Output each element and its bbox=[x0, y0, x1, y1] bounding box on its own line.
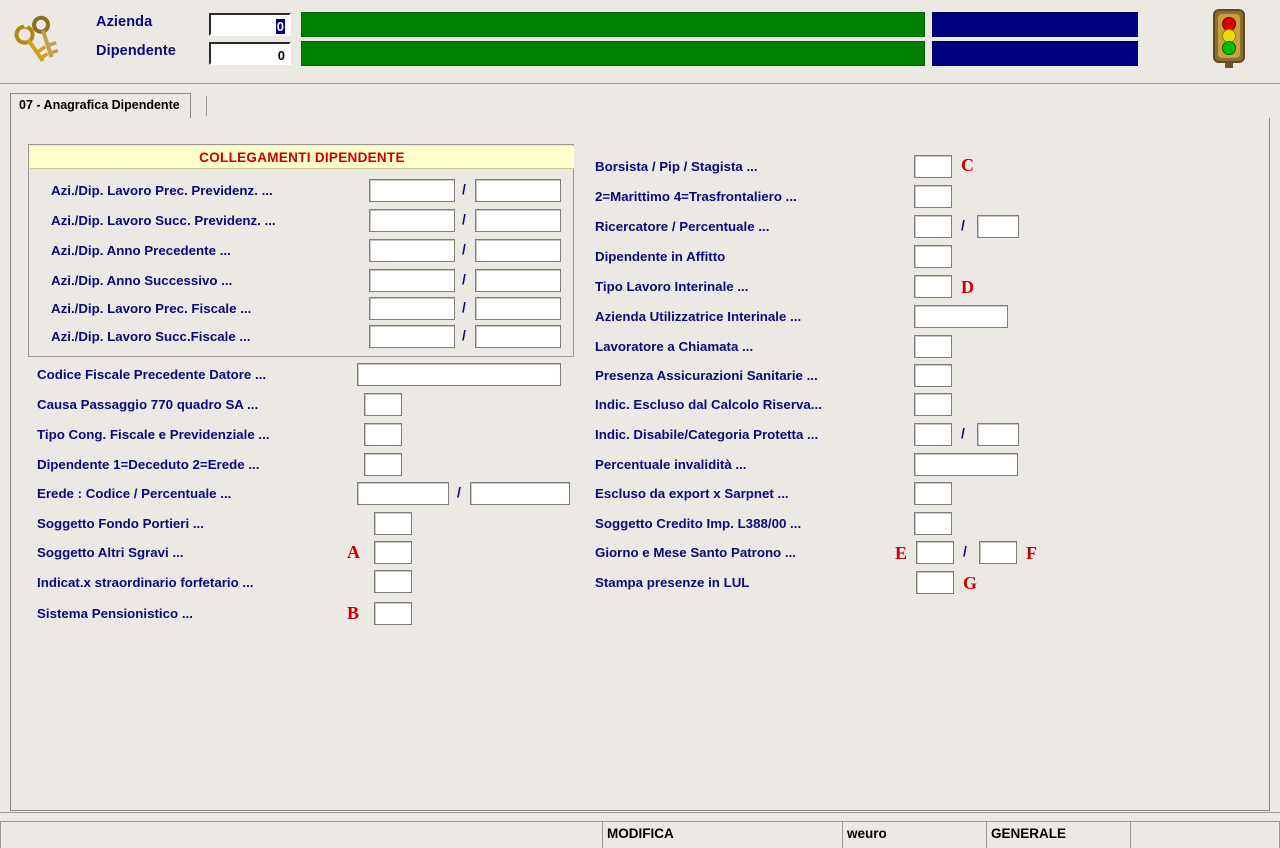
marker-b: B bbox=[347, 603, 360, 623]
input-mese-santo-patrono[interactable] bbox=[979, 541, 1017, 564]
label-indic-escluso-calcolo-riserva: Indic. Escluso dal Calcolo Riserva... bbox=[595, 397, 822, 412]
marker-e: E bbox=[895, 543, 908, 563]
input-ricercatore-percentuale[interactable] bbox=[977, 215, 1019, 238]
input-borsista-pip-stagista[interactable] bbox=[914, 155, 952, 178]
input-dipendente-in-affitto[interactable] bbox=[914, 245, 952, 268]
input-lavoratore-a-chiamata[interactable] bbox=[914, 335, 952, 358]
label-azienda-utilizzatrice-interinale: Azienda Utilizzatrice Interinale ... bbox=[595, 309, 802, 324]
input-tipo-lavoro-interinale[interactable] bbox=[914, 275, 952, 298]
input-presenza-assicurazioni-sanitarie[interactable] bbox=[914, 364, 952, 387]
input-indicat-straordinario-forfetario[interactable] bbox=[374, 570, 412, 593]
label-erede-codice-percentuale: Erede : Codice / Percentuale ... bbox=[37, 486, 232, 501]
label-sistema-pensionistico: Sistema Pensionistico ... bbox=[37, 606, 193, 621]
dipendente-label: Dipendente bbox=[96, 43, 176, 59]
keys-icon bbox=[12, 10, 70, 68]
input-giorno-santo-patrono[interactable] bbox=[916, 541, 954, 564]
input-azi-dip-lavoro-succ-fiscale-2[interactable] bbox=[475, 325, 561, 348]
input-codice-fiscale-precedente-datore[interactable] bbox=[357, 363, 561, 386]
separator-slash: / bbox=[963, 543, 967, 559]
input-azi-dip-lavoro-prec-previdenz-1[interactable] bbox=[369, 179, 455, 202]
label-indicat-straordinario-forfetario: Indicat.x straordinario forfetario ... bbox=[37, 575, 254, 590]
label-stampa-presenze-lul: Stampa presenze in LUL bbox=[595, 575, 750, 590]
azienda-description-bar bbox=[301, 12, 925, 37]
tab-anagrafica-dipendente[interactable]: 07 - Anagrafica Dipendente bbox=[10, 93, 191, 119]
separator-slash: / bbox=[462, 271, 466, 287]
azienda-code-value: 0 bbox=[276, 19, 284, 34]
separator-slash: / bbox=[462, 241, 466, 257]
input-azi-dip-lavoro-prec-previdenz-2[interactable] bbox=[475, 179, 561, 202]
tabstrip bbox=[10, 93, 1270, 119]
input-azi-dip-lavoro-succ-previdenz-1[interactable] bbox=[369, 209, 455, 232]
input-percentuale-invalidita[interactable] bbox=[914, 453, 1018, 476]
label-presenza-assicurazioni-sanitarie: Presenza Assicurazioni Sanitarie ... bbox=[595, 368, 818, 383]
input-azi-dip-anno-precedente-1[interactable] bbox=[369, 239, 455, 262]
collegamenti-dipendente-group bbox=[28, 144, 574, 357]
separator-slash: / bbox=[462, 211, 466, 227]
label-tipo-lavoro-interinale: Tipo Lavoro Interinale ... bbox=[595, 279, 749, 294]
input-soggetto-fondo-portieri[interactable] bbox=[374, 512, 412, 535]
input-categoria-protetta[interactable] bbox=[977, 423, 1019, 446]
separator-slash: / bbox=[462, 299, 466, 315]
status-cell-mode: MODIFICA bbox=[602, 821, 842, 848]
input-erede-codice[interactable] bbox=[357, 482, 449, 505]
input-causa-passaggio-770-quadro-sa[interactable] bbox=[364, 393, 402, 416]
input-azi-dip-lavoro-prec-fiscale-1[interactable] bbox=[369, 297, 455, 320]
azienda-code-input[interactable] bbox=[209, 13, 291, 36]
input-indic-escluso-calcolo-riserva[interactable] bbox=[914, 393, 952, 416]
label-causa-passaggio-770-quadro-sa: Causa Passaggio 770 quadro SA ... bbox=[37, 397, 259, 412]
marker-c: C bbox=[961, 155, 974, 175]
azienda-extra-bar bbox=[932, 12, 1138, 37]
input-ricercatore[interactable] bbox=[914, 215, 952, 238]
separator-slash: / bbox=[462, 181, 466, 197]
label-dipendente-deceduto-erede: Dipendente 1=Deceduto 2=Erede ... bbox=[37, 457, 260, 472]
status-cell-archive: GENERALE bbox=[986, 821, 1130, 848]
input-azi-dip-anno-successivo-1[interactable] bbox=[369, 269, 455, 292]
input-azi-dip-lavoro-succ-previdenz-2[interactable] bbox=[475, 209, 561, 232]
label-codice-fiscale-precedente-datore: Codice Fiscale Precedente Datore ... bbox=[37, 367, 267, 382]
input-marittimo-trasfrontaliero[interactable] bbox=[914, 185, 952, 208]
input-soggetto-altri-sgravi[interactable] bbox=[374, 541, 412, 564]
input-dipendente-deceduto-erede[interactable] bbox=[364, 453, 402, 476]
status-bar bbox=[0, 812, 1280, 848]
input-azienda-utilizzatrice-interinale[interactable] bbox=[914, 305, 1008, 328]
dipendente-code-input[interactable] bbox=[209, 42, 291, 65]
label-azi-dip-lavoro-prec-previdenz: Azi./Dip. Lavoro Prec. Previdenz. ... bbox=[51, 183, 273, 198]
marker-d: D bbox=[961, 277, 974, 297]
dipendente-extra-bar bbox=[932, 41, 1138, 66]
label-azi-dip-anno-successivo: Azi./Dip. Anno Successivo ... bbox=[51, 273, 233, 288]
input-indic-disabile[interactable] bbox=[914, 423, 952, 446]
label-borsista-pip-stagista: Borsista / Pip / Stagista ... bbox=[595, 159, 758, 174]
group-title: COLLEGAMENTI DIPENDENTE bbox=[30, 146, 574, 169]
separator-slash: / bbox=[462, 327, 466, 343]
input-sistema-pensionistico[interactable] bbox=[374, 602, 412, 625]
input-tipo-cong-fiscale-previdenziale[interactable] bbox=[364, 423, 402, 446]
input-erede-percentuale[interactable] bbox=[470, 482, 570, 505]
label-escluso-export-sarpnet: Escluso da export x Sarpnet ... bbox=[595, 486, 789, 501]
label-soggetto-fondo-portieri: Soggetto Fondo Portieri ... bbox=[37, 516, 204, 531]
tab-divider bbox=[206, 96, 207, 116]
label-ricercatore-percentuale: Ricercatore / Percentuale ... bbox=[595, 219, 770, 234]
label-percentuale-invalidita: Percentuale invalidità ... bbox=[595, 457, 747, 472]
label-marittimo-trasfrontaliero: 2=Marittimo 4=Trasfrontaliero ... bbox=[595, 189, 797, 204]
separator-slash: / bbox=[961, 425, 965, 441]
status-cell-user: weuro bbox=[842, 821, 986, 848]
input-soggetto-credito-imp-l388[interactable] bbox=[914, 512, 952, 535]
marker-g: G bbox=[963, 573, 978, 593]
input-azi-dip-lavoro-succ-fiscale-1[interactable] bbox=[369, 325, 455, 348]
marker-f: F bbox=[1026, 543, 1037, 563]
dipendente-code-value: 0 bbox=[277, 48, 285, 63]
label-soggetto-credito-imp-l388: Soggetto Credito Imp. L388/00 ... bbox=[595, 516, 802, 531]
label-azi-dip-anno-precedente: Azi./Dip. Anno Precedente ... bbox=[51, 243, 231, 258]
input-stampa-presenze-lul[interactable] bbox=[916, 571, 954, 594]
label-azi-dip-lavoro-succ-previdenz: Azi./Dip. Lavoro Succ. Previdenz. ... bbox=[51, 213, 276, 228]
separator-slash: / bbox=[961, 217, 965, 233]
marker-a: A bbox=[347, 542, 360, 562]
input-azi-dip-lavoro-prec-fiscale-2[interactable] bbox=[475, 297, 561, 320]
label-soggetto-altri-sgravi: Soggetto Altri Sgravi ... bbox=[37, 545, 184, 560]
label-giorno-mese-santo-patrono: Giorno e Mese Santo Patrono ... bbox=[595, 545, 796, 560]
label-tipo-cong-fiscale-previdenziale: Tipo Cong. Fiscale e Previdenziale ... bbox=[37, 427, 270, 442]
header-bar bbox=[0, 0, 1280, 84]
input-azi-dip-anno-successivo-2[interactable] bbox=[475, 269, 561, 292]
separator-slash: / bbox=[457, 484, 461, 500]
label-dipendente-in-affitto: Dipendente in Affitto bbox=[595, 249, 726, 264]
label-lavoratore-a-chiamata: Lavoratore a Chiamata ... bbox=[595, 339, 754, 354]
label-azi-dip-lavoro-prec-fiscale: Azi./Dip. Lavoro Prec. Fiscale ... bbox=[51, 301, 252, 316]
label-azi-dip-lavoro-succ-fiscale: Azi./Dip. Lavoro Succ.Fiscale ... bbox=[51, 329, 251, 344]
dipendente-description-bar bbox=[301, 41, 925, 66]
input-escluso-export-sarpnet[interactable] bbox=[914, 482, 952, 505]
form-panel bbox=[10, 118, 1270, 811]
label-indic-disabile-categoria-protetta: Indic. Disabile/Categoria Protetta ... bbox=[595, 427, 819, 442]
status-cell-5 bbox=[1130, 821, 1280, 848]
azienda-label: Azienda bbox=[96, 14, 153, 30]
input-azi-dip-anno-precedente-2[interactable] bbox=[475, 239, 561, 262]
status-cell-1 bbox=[0, 821, 602, 848]
traffic-light-icon[interactable] bbox=[1208, 8, 1250, 70]
